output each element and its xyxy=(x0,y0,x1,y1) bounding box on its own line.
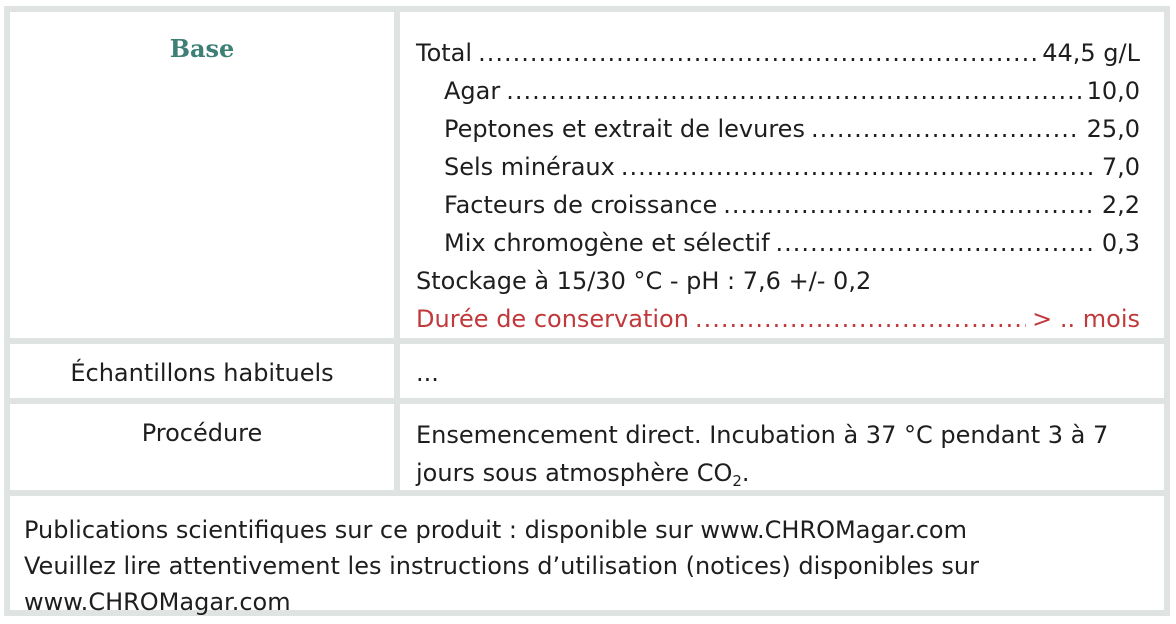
component-value: 10,0 xyxy=(1086,77,1140,105)
procedure-label: Procédure xyxy=(10,404,400,490)
component-value: 0,3 xyxy=(1101,229,1140,257)
component-value: 25,0 xyxy=(1086,115,1140,143)
samples-label: Échantillons habituels xyxy=(10,344,400,398)
base-row xyxy=(10,12,1164,338)
base-label-cell xyxy=(10,12,400,338)
component-value: 2,2 xyxy=(1101,191,1140,219)
shelf-life-label: Durée de conservation xyxy=(416,305,689,333)
procedure-row xyxy=(10,398,1164,490)
component-label: Sels minéraux xyxy=(444,153,615,181)
procedure-text xyxy=(400,404,1164,490)
footer-row xyxy=(10,490,1164,616)
component-label: Peptones et extrait de levures xyxy=(444,115,805,143)
total-line xyxy=(416,34,1140,72)
shelf-life-line xyxy=(416,300,1140,338)
procedure-text-end: . xyxy=(741,459,750,487)
component-line xyxy=(416,186,1140,224)
component-value: 7,0 xyxy=(1101,153,1140,181)
dot-leader xyxy=(695,300,1026,338)
dot-leader xyxy=(776,224,1096,262)
component-label: Facteurs de croissance xyxy=(444,191,718,219)
product-info-table xyxy=(4,6,1170,616)
composition-list xyxy=(416,34,1140,338)
component-line xyxy=(416,72,1140,110)
base-label: Base xyxy=(169,34,235,63)
component-line xyxy=(416,110,1140,148)
component-line xyxy=(416,224,1140,262)
dot-leader xyxy=(621,148,1096,186)
procedure-text-main: Ensemencement direct. Incubation à 37 °C pendant 3 à 7 jours sous atmosphère CO xyxy=(416,421,1109,487)
total-value: 44,5 g/L xyxy=(1042,39,1140,67)
shelf-life-value: > .. mois xyxy=(1032,305,1140,333)
component-label: Mix chromogène et sélectif xyxy=(444,229,770,257)
footer-instructions: Veuillez lire attentivement les instructions d’utilisation (notices) disponibles sur www.CHROMagar.com xyxy=(24,552,979,616)
component-line xyxy=(416,148,1140,186)
component-label: Agar xyxy=(444,77,501,105)
samples-row xyxy=(10,338,1164,398)
base-composition-cell xyxy=(400,12,1164,338)
dot-leader xyxy=(478,34,1036,72)
samples-value: ... xyxy=(416,359,439,387)
dot-leader xyxy=(723,186,1096,224)
storage-line: Stockage à 15/30 °C - pH : 7,6 +/- 0,2 xyxy=(416,267,872,295)
dot-leader xyxy=(506,72,1080,110)
procedure-subscript: 2 xyxy=(732,472,742,490)
dot-leader xyxy=(811,110,1081,148)
total-label: Total xyxy=(416,39,473,67)
footer-text xyxy=(24,512,1150,620)
footer-publications: Publications scientifiques sur ce produit : disponible sur www.CHROMagar.com xyxy=(24,516,967,544)
